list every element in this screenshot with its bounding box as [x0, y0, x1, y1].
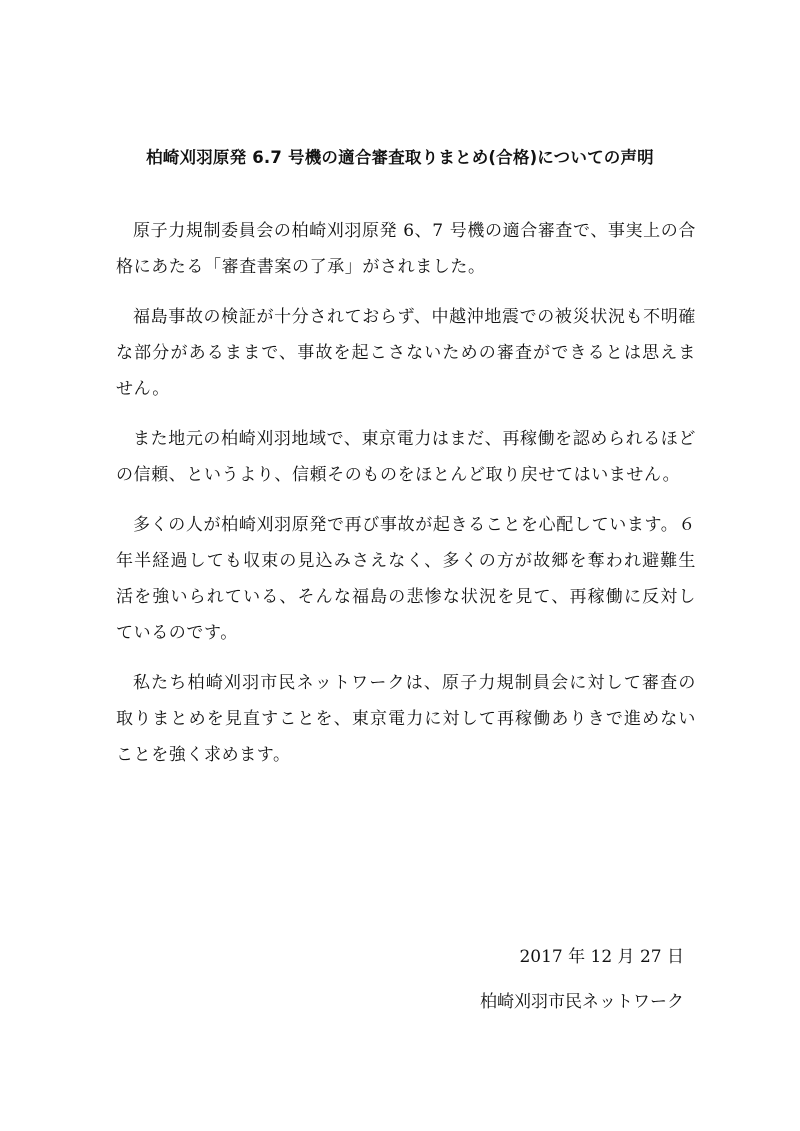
paragraph: 私たち柏崎刈羽市民ネットワークは、原子力規制員会に対して審査の取りまとめを見直すことを、東京電力に対して再稼働ありきで進めないことを強く求めます。 — [116, 673, 696, 765]
paragraph: 多くの人が柏崎刈羽原発で再び事故が起きることを心配しています。６年半経過しても収束の見込みさえなく、多くの方が故郷を奪われ避難生活を強いられている、そんな福島の悲惨な状況を見て、再稼働に反対しているのです。 — [116, 515, 696, 643]
statement-date: 2017 年 12 月 27 日 — [519, 947, 684, 967]
organization-signature: 柏崎刈羽市民ネットワーク — [480, 992, 684, 1012]
paragraph: また地元の柏崎刈羽地域で、東京電力はまだ、再稼働を認められるほどの信頼、というより、信頼そのものをほとんど取り戻せてはいません。 — [116, 429, 696, 485]
document-body — [116, 213, 696, 787]
paragraph: 原子力規制委員会の柏崎刈羽原発 6、7 号機の適合審査で、事実上の合格にあたる「審査書案の了承」がされました。 — [116, 221, 696, 277]
document-title: 柏崎刈羽原発 6.7 号機の適合審査取りまとめ(合格)についての声明 — [146, 148, 654, 167]
paragraph: 福島事故の検証が十分されておらず、中越沖地震での被災状況も不明確な部分があるままで、事故を起こさないための審査ができるとは思えません。 — [116, 307, 696, 399]
